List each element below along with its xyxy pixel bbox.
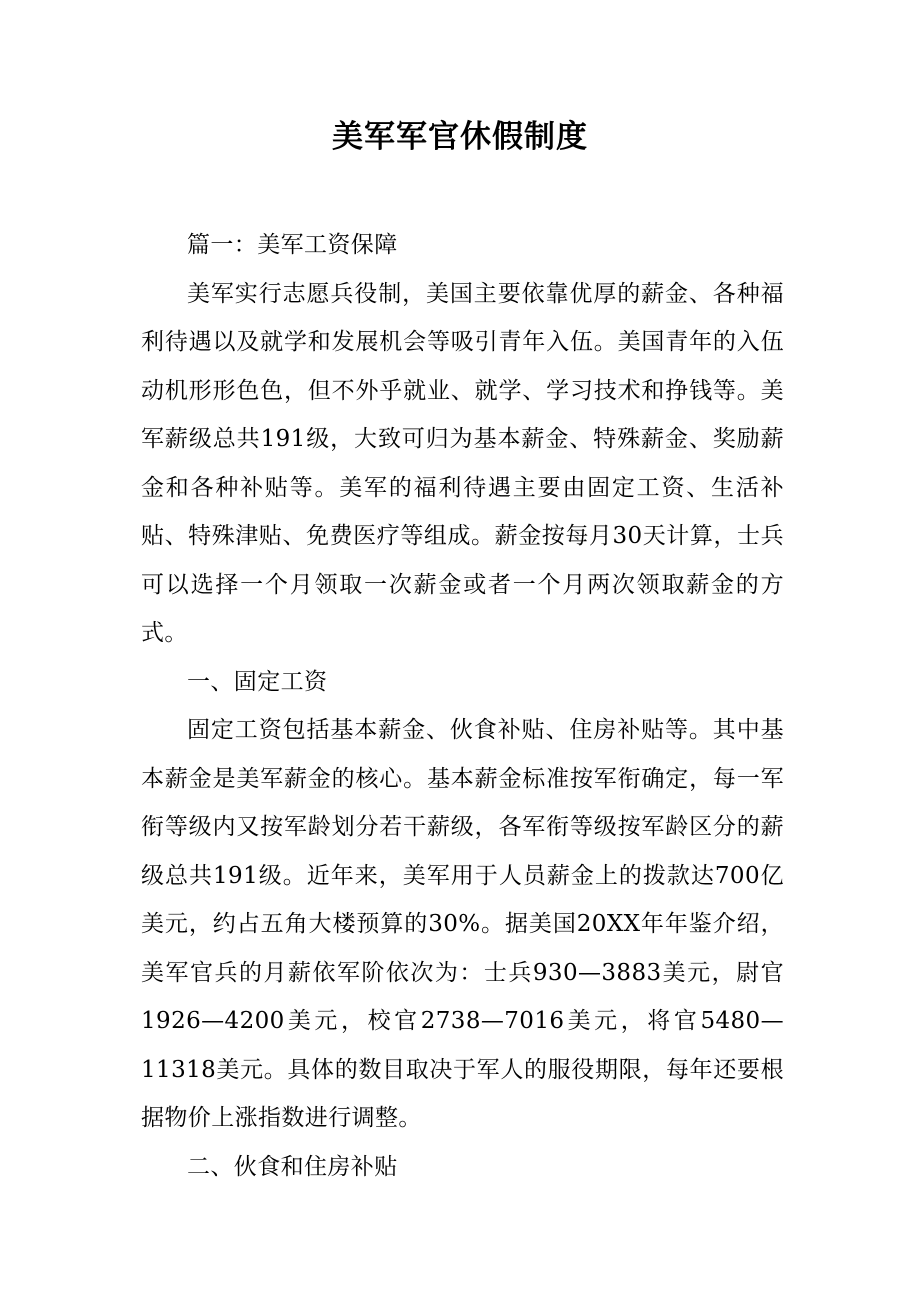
section-heading-part-one: 篇一：美军工资保障 <box>187 232 398 258</box>
section-heading-allowances: 二、伙食和住房补贴 <box>187 1153 398 1180</box>
paragraph-intro: 美军实行志愿兵役制，美国主要依靠优厚的薪金、各种福利待遇以及就学和发展机会等吸引青年入伍。美国青年的入伍动机形形色色，但不外乎就业、就学、学习技术和挣钱等。美军薪级总共191级，大致可归为基本薪金、特殊薪金、奖励薪金和各种补贴等。美军的福利待遇主要由固定工资、生活补贴、特殊津贴、免费医疗等组成。薪金按每月30天计算，士兵可以选择一个月领取一次薪金或者一个月两次领取薪金的方式。 <box>141 280 784 646</box>
document-title: 美军军官休假制度 <box>332 119 588 155</box>
section-heading-fixed-salary: 一、固定工资 <box>187 668 328 695</box>
paragraph-fixed-salary: 固定工资包括基本薪金、伙食补贴、住房补贴等。其中基本薪金是美军薪金的核心。基本薪金标准按军衔确定，每一军衔等级内又按军龄划分若干薪级，各军衔等级按军龄区分的薪级总共191级。近年来，美军用于人员薪金上的拨款达700亿美元，约占五角大楼预算的30%。据美国20XX年年鉴介绍，美军官兵的月薪依军阶依次为：士兵930—3883美元，尉官1926—4200美元，校官2738—7016美元，将官5480—11318美元。具体的数目取决于军人的服役期限，每年还要根据物价上涨指数进行调整。 <box>141 717 784 1131</box>
document-body <box>141 221 784 1191</box>
